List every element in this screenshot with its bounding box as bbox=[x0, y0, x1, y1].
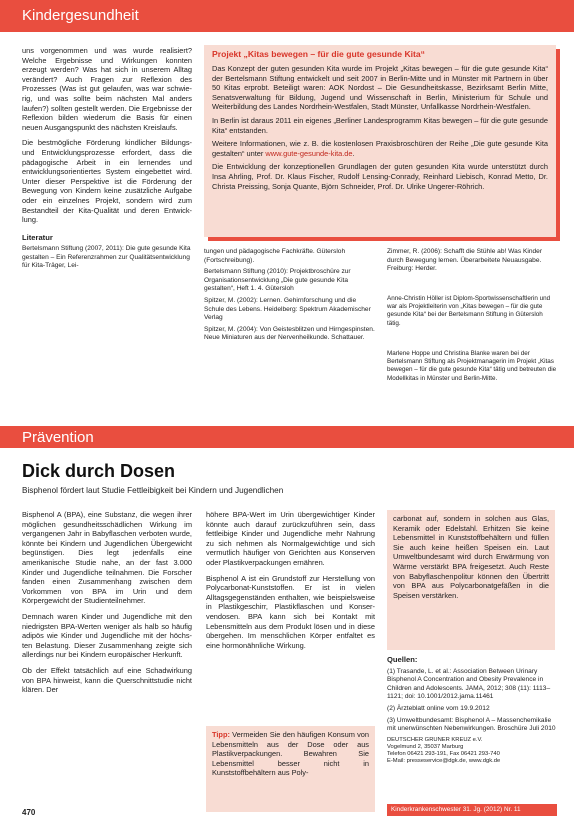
journal-footer: Kinderkrankenschwester 31. Jg. (2012) Nr. 11 bbox=[387, 804, 557, 816]
project-box-paragraph: Das Konzept der guten gesunden Kita wurde im Projekt „Kitas bewegen – für die gute gesunde Kita“ der Bertelsmann Stiftung entwickelt und seit 2007 in Berlin-Mitte und in Münster mit Partnern in über 50 Kitas erprobt. Beteiligt waren: AOK Nordost – Die Gesundheitskasse, Bezirksamt Berlin Mitte, Senatsverwaltung für Bildung, Jugend und Wissenschaft in Berlin, Ministerium für Schule und Weiterbildung des Landes Nordrhein-Westfalen, Stadt Münster, Unfallkasse Nordrhein-Westfalen. bbox=[212, 64, 548, 112]
project-info-box bbox=[204, 45, 556, 237]
tip-label: Tipp: bbox=[212, 730, 230, 739]
article-column-1 bbox=[22, 510, 192, 800]
references-right bbox=[387, 248, 557, 288]
reference: Spitzer, M. (2002): Lernen. Gehirnforschung und die Schule des Lebens. Heidelberg: Spektrum Akademischer Verlag bbox=[204, 296, 371, 322]
publisher-line: E-Mail: presseservice@dgk.de, www.dgk.de bbox=[387, 758, 501, 765]
publisher-line: Vogelmund 2, 35037 Marburg bbox=[387, 743, 464, 750]
article-subtitle: Bisphenol fördert laut Studie Fettleibigkeit bei Kindern und Jugendlichen bbox=[22, 486, 284, 495]
project-box-title: Projekt „Kitas bewegen – für die gute gesunde Kita“ bbox=[212, 49, 425, 59]
article-paragraph: Demnach waren Kinder und Jugendliche mit den niedrigsten BPA-Werten weniger als halb so häufig adipös wie Kinder und Jugendliche mit der höchsten Belastung. Dieser Zusammenhang zeigte sich allerdings nur bei Kindern europäischer Herkunft. bbox=[22, 611, 192, 660]
header-band bbox=[0, 0, 574, 32]
website-link[interactable]: www.gute-gesunde-kita.de bbox=[265, 148, 353, 158]
paragraph: uns vorgenommen und was wurde realisiert? Welche Ergebnisse und Wirkungen konnten erzeugt werden? Was hat sich in unserem Alltag verändert? Auch Fragen zur Reflexion des Prozesses (Was ist gut gelaufen, was war schwierig, und was sollte beim nächsten Mal anders laufen?) sollten gestellt werden. Die Ergebnisse der Reflexion bilden wiederum die Basis für einen neuen Ausgangspunkt des nächsten Kreislaufs. bbox=[22, 46, 192, 132]
reference: tungen und pädagogische Fachkräfte. Gütersloh (Fortschreibung). bbox=[204, 248, 346, 264]
tip-text: Vermeiden Sie den häufigen Konsum von Lebensmitteln aus der Dose oder aus Plastikverpackungen. Bewahren Sie Lebensmittel besser nicht in Kunststoffbehältern aus Poly- bbox=[212, 730, 369, 778]
project-box-paragraph: Die Entwicklung der konzeptionellen Grundlagen der guten gesunden Kita wurde unterstützt durch Insa Ahrling, Prof. Dr. Klaus Fischer, Rudolf Lensing-Conrady, Reinhard Liebisch, Konrad Metto, Dr. Christa Preissing, Sonja Quante, Björn Schneider, Prof. Dr. Ulrike Ungerer-Röhrich. bbox=[212, 162, 548, 191]
page-number: 470 bbox=[22, 808, 36, 817]
project-box-paragraph: In Berlin ist daraus 2011 ein eigenes „Berliner Landesprogramm Kitas bewegen – für die gute gesunde Kita“ entstanden. bbox=[212, 115, 548, 135]
source-item: (3) Umweltbundesamt: Bisphenol A – Massenchemikalie mit unerwünschten Nebenwirkungen. Broschüre Juli 2010 bbox=[387, 716, 556, 733]
literatur-heading: Literatur bbox=[22, 232, 53, 242]
article-paragraph: Bisphenol A (BPA), eine Substanz, die wegen ihrer möglichen gesundheitsschädlichen Wirkung im vergangenen Jahr in Babyflaschen verboten wurde, könnte bei Kindern und Jugendlichen Übergewicht begünstigen. Dies legt jedenfalls eine amerikanische Studie nahe, an der fast 3.000 Kinder und Jugendliche teilnahmen. Die Forscher fanden einen Zusammenhang zwischen dem Vorkommen von BPA im Urin und dem Körpergewicht der Studienteilnehmer. bbox=[22, 510, 192, 606]
section-label: Prävention bbox=[22, 429, 94, 446]
publisher-line: DEUTSCHER GRÜNER KREUZ e.V. bbox=[387, 736, 483, 743]
article-paragraph: Bisphenol A ist ein Grundstoff zur Herstellung von Polycarbonat-Kunststoffen. Er ist in vielen Alltagsgegenständen enthalten, wie beispielsweise in Plastikgeschirr, Plastikflaschen und Konservendosen. BPA kann sich bei Kontakt mit Lebensmitteln aus dem Produkt lösen und in diese übergehen. Im menschlichen Körper entfaltet es eine hormonähnliche Wirkung. bbox=[206, 573, 375, 650]
source-item: (2) Ärzteblatt online vom 19.9.2012 bbox=[387, 704, 490, 712]
sources-heading: Quellen: bbox=[387, 655, 418, 664]
article-column-2 bbox=[206, 510, 375, 720]
article-title: Dick durch Dosen bbox=[22, 461, 176, 481]
reference: Spitzer, M. (2004): Von Geistesblitzen und Hirngespinsten. Neue Miniaturen aus der Nervenheilkunde. Schattauer. bbox=[204, 325, 375, 342]
author-note: Anne-Christin Höller ist Diplom-Sportwissenschaftlerin und war als Projektleiterin von „Kitas bewegen – für die gute gesunde Kita“ bei der Bertelsmann Stiftung in Gütersloh tätig. bbox=[387, 295, 551, 327]
author-note: Marlene Hoppe und Christina Blanke waren bei der Bertelsmann Stiftung als Projektmanagerin im Projekt „Kitas bewegen – für die gute gesunde Kita“ tätig und betreuten die Modellkitas in Münster und Berlin-Mitte. bbox=[387, 350, 557, 382]
article-paragraph: carbonat auf, sondern in solchen aus Glas, Keramik oder Edelstahl. Erhitzen Sie keine Lebensmittel in Kunststoffbehältern und füllen Sie auch keine heißen Speisen ein. Laut Umweltbundesamt wird durch Erwärmung von Wärme verstärkt BPA freigesetzt. Auch Reste von Babyflaschenpolitur können den Übertritt von BPA aus Polycarbonatgefäßen in die Speisen verstärken. bbox=[393, 514, 549, 600]
source-item: (1) Trasande, L. et al.: Association Between Urinary Bisphenol A Concentration and Obesity Prevalence in Children and Adolescents. JAMA, 2012; 308 (11): 1113–1121; doi: 10.1001/2012.jama.11461 bbox=[387, 667, 551, 701]
reference: Zimmer, R. (2006): Schafft die Stühle ab! Was Kinder durch Bewegung lernen. Überarbeitete Neuausgabe. Freiburg: Herder. bbox=[387, 248, 543, 273]
publisher-block bbox=[387, 737, 557, 766]
article-paragraph: höhere BPA-Wert im Urin übergewichtiger Kinder könnte auch darauf zurückzuführen sein, dass fettleibige Kinder und Jugendliche mehr Nahrung zu sich nehmen als Normalgewichtige und sich vermutlich häufiger von Gerichten aus Konserven oder Plastikverpackungen ernähren. bbox=[206, 510, 375, 567]
reference: Bertelsmann Stiftung (2010): Projektbroschüre zur Organisationsentwicklung „Die gute gesunde Kita gestalten“, Heft 1. 4. Gütersloh bbox=[204, 268, 351, 293]
paragraph: Die bestmögliche Förderung kindlicher Bildungs- und Entwicklungsprozesse erfordert, dass die pädagogische Arbeit in ein lernendes und entwicklungsorientiertes System eingebettet wird. Unter dieser Perspektive ist die Förderung der Bewegung von Kindern keine zusätzliche Aufgabe oder ein einzelnes Projekt, sondern wird zum Bestandteil der Kita-Qualität und deren Entwicklung. bbox=[22, 138, 192, 225]
references-middle bbox=[204, 248, 376, 408]
reference: Bertelsmann Stiftung (2007, 2011): Die gute gesunde Kita gestalten – Ein Referenzrahmen zur Qualitätsentwicklung für Kita-Träger, Lei- bbox=[22, 245, 191, 270]
article-column-3 bbox=[387, 510, 555, 650]
sources bbox=[387, 655, 557, 801]
section-band bbox=[0, 426, 574, 448]
section-title: Kindergesundheit bbox=[22, 7, 139, 24]
tip-box bbox=[206, 726, 375, 812]
publisher-line: Telefon 06421 293-191, Fax 06421 293-740 bbox=[387, 751, 500, 758]
project-box-paragraph: Weitere Informationen, wie z. B. die kostenlosen Praxisbroschüren der Reihe „Die gute gesunde Kita gestalten“ unter www.gute-gesunde-kita.de. bbox=[212, 139, 548, 158]
article-paragraph: Ob der Effekt tatsächlich auf eine Schadwirkung von BPA hinweist, kann die Querschnittstudie nicht klären. Der bbox=[22, 665, 192, 695]
top-left-column bbox=[22, 46, 192, 421]
